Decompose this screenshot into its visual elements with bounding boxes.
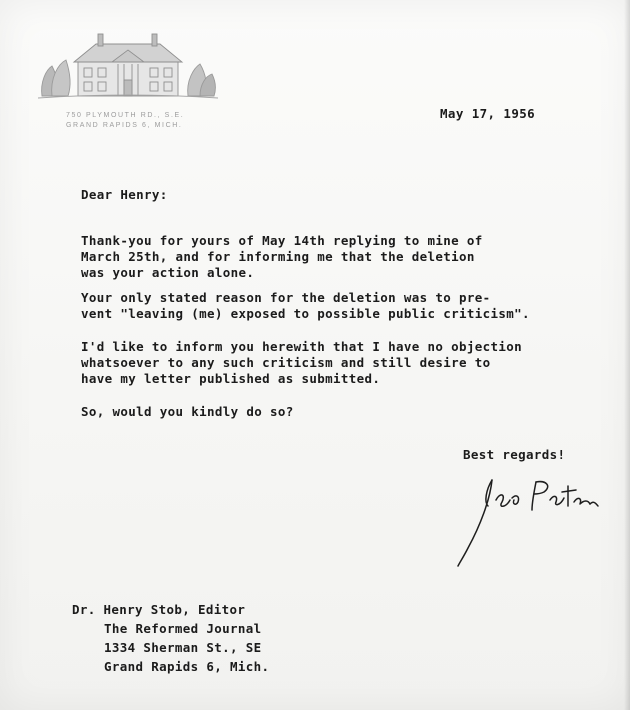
page-edge-shadow [624, 0, 630, 710]
paragraph-4: So, would you kindly do so? [81, 404, 294, 419]
paragraph-3: I'd like to inform you herewith that I have no objection whatsoever to any such criticism and still desire to have my letter published as submitted. [81, 339, 523, 386]
recipient-line2: The Reformed Journal [104, 621, 262, 636]
handwritten-signature [440, 460, 600, 570]
closing: Best regards! [463, 447, 566, 462]
paragraph-1: Thank-you for yours of May 14th replying to mine of March 25th, and for informing me that the deletion was your action alone. [81, 233, 483, 280]
recipient-address [72, 600, 269, 676]
recipient-line4: Grand Rapids 6, Mich. [104, 659, 270, 674]
letter-date: May 17, 1956 [440, 106, 536, 121]
letterhead-address-line2: GRAND RAPIDS 6, MICH. [66, 122, 183, 129]
recipient-line1: Dr. Henry Stob, Editor [72, 602, 246, 617]
letterhead-house-logo [38, 22, 218, 106]
letterhead-address [66, 111, 184, 131]
letterhead-address-line1: 750 PLYMOUTH RD., S.E. [66, 112, 185, 119]
salutation: Dear Henry: [81, 187, 168, 202]
paragraph-2: Your only stated reason for the deletion was to pre- vent "leaving (me) exposed to possible public criticism". [81, 290, 530, 321]
recipient-line3: 1334 Sherman St., SE [104, 640, 262, 655]
